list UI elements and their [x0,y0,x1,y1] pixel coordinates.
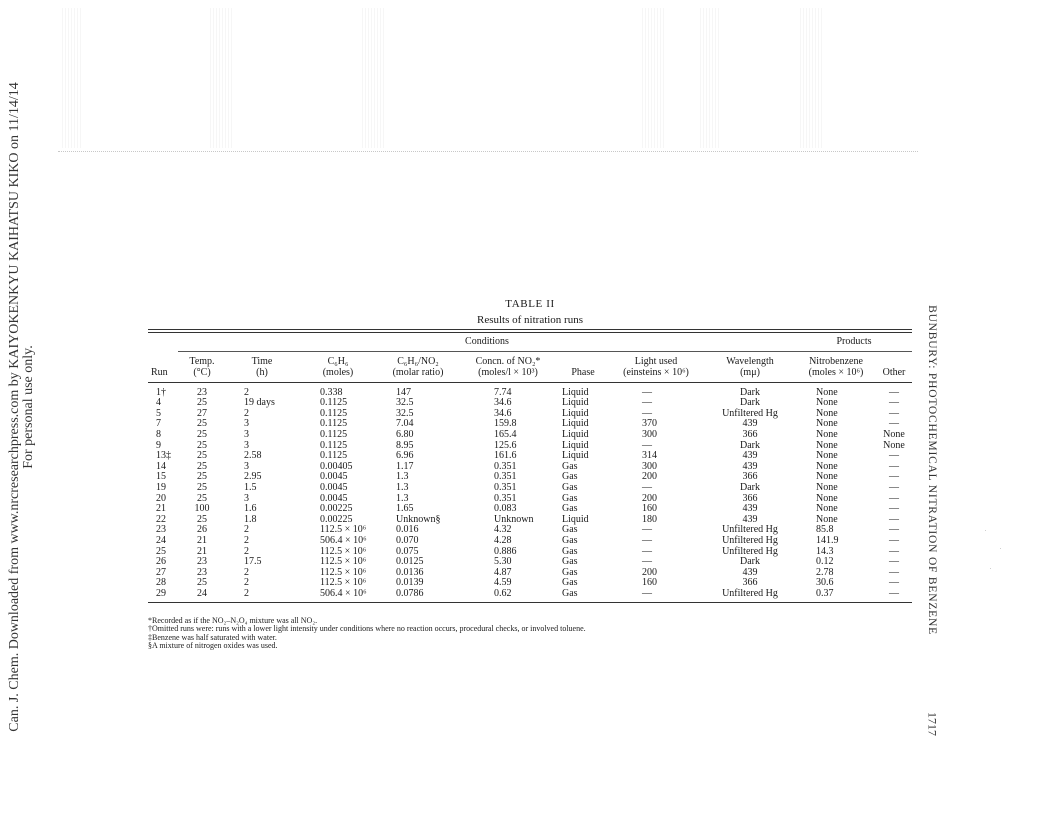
cell-phase: Gas [562,577,578,589]
cell-time: 1.5 [244,481,257,493]
cell-phase: Gas [562,545,578,557]
cell-wavelength: 366 [742,577,758,589]
table-row [148,536,912,547]
cell-temp: 25 [197,439,207,451]
cell-other: None [883,439,905,451]
cell-other: — [889,492,899,504]
cell-other: — [889,418,899,430]
cell-phase: Gas [562,503,578,515]
cell-conc: 4.87 [494,566,512,578]
cell-other: — [889,386,899,398]
cell-conc: 0.62 [494,587,512,599]
cell-other: — [889,545,899,557]
cell-light: — [642,407,652,419]
cell-light: — [642,397,652,409]
cell-wavelength: Unfiltered Hg [722,545,778,557]
cell-ratio: 1.3 [396,471,409,483]
cell-wavelength: 439 [742,450,758,462]
cell-nitrobenzene: None [816,418,838,430]
cell-other: — [889,397,899,409]
cell-other: — [889,481,899,493]
col-header-time: Time (h) [251,355,273,378]
table-row [148,557,912,568]
table-row [148,462,912,473]
download-notice-line: For personal use only. [21,344,36,469]
cell-wavelength: 366 [742,471,758,483]
cell-conc: 4.59 [494,577,512,589]
cell-other: — [889,577,899,589]
cell-light: — [642,481,652,493]
footnote: *Recorded as if the NO₂–N₂O₄ mixture was all NO₂. [148,616,318,625]
cell-nitrobenzene: None [816,450,838,462]
cell-light: 200 [642,492,657,504]
cell-phase: Liquid [562,397,589,409]
cell-nitrobenzene: None [816,460,838,472]
cell-light: 180 [642,513,657,525]
table-row [148,494,912,505]
table-row [148,515,912,526]
cell-ratio: 6.80 [396,428,414,440]
bleed-through-block [62,8,82,148]
footnote: ‡Benzene was half saturated with water. [148,632,277,642]
margin-speck [1000,548,1001,549]
cell-conc: 165.4 [494,428,517,440]
cell-c6h6: 0.1125 [320,407,348,419]
cell-other: — [889,587,899,599]
cell-time: 3 [244,418,249,430]
cell-temp: 25 [197,460,207,472]
cell-light: 160 [642,503,657,515]
bleed-through-rule [58,151,918,152]
page-number-text: 1717 [925,712,940,736]
cell-phase: Gas [562,587,578,599]
cell-nitrobenzene: 141.9 [816,534,839,546]
bleed-through-block [642,8,666,148]
cell-ratio: 1.3 [396,492,409,504]
download-notice [2,0,42,813]
cell-time: 1.8 [244,513,257,525]
cell-other: — [889,556,899,568]
cell-temp: 100 [194,503,210,515]
cell-ratio: 0.0786 [396,587,424,599]
table-row [148,568,912,579]
cell-time: 2.95 [244,471,262,483]
cell-nitrobenzene: 14.3 [816,545,834,557]
cell-ratio: 147 [396,386,411,398]
cell-other: — [889,513,899,525]
cell-phase: Liquid [562,428,589,440]
conditions-group-header: Conditions [178,337,796,351]
cell-wavelength: Dark [740,397,760,409]
cell-temp: 23 [197,566,207,578]
cell-temp: 25 [197,428,207,440]
cell-nitrobenzene: None [816,492,838,504]
cell-phase: Liquid [562,513,589,525]
col-header-other: Other [882,366,906,378]
cell-c6h6: 0.1125 [320,397,348,409]
cell-light: — [642,545,652,557]
cell-temp: 26 [197,524,207,536]
cell-phase: Liquid [562,450,589,462]
cell-ratio: 0.070 [396,534,419,546]
cell-run: 29 [156,587,166,599]
cell-wavelength: Unfiltered Hg [722,524,778,536]
cell-run: 9 [156,439,161,451]
table-row [148,419,912,430]
cell-run: 24 [156,534,166,546]
table-title: Results of nitration runs [476,314,584,326]
table-row [148,451,912,462]
cell-other: None [883,428,905,440]
results-table [148,329,912,603]
cell-c6h6: 0.00225 [320,513,353,525]
cell-c6h6: 0.1125 [320,418,348,430]
cell-wavelength: 439 [742,418,758,430]
cell-ratio: 0.075 [396,545,419,557]
cell-other: — [889,503,899,515]
cell-ratio: 0.016 [396,524,419,536]
cell-nitrobenzene: None [816,386,838,398]
group-header-row [148,337,912,351]
col-header-nitrobenzene: Nitrobenzene (moles × 10⁶) [808,355,864,378]
cell-other: — [889,460,899,472]
cell-run: 20 [156,492,166,504]
cell-temp: 25 [197,492,207,504]
cell-time: 3 [244,492,249,504]
cell-c6h6: 0.0045 [320,481,348,493]
cell-run: 22 [156,513,166,525]
cell-time: 2 [244,545,249,557]
cell-light: — [642,524,652,536]
cell-run: 25 [156,545,166,557]
column-header-row [148,351,912,382]
cell-temp: 25 [197,450,207,462]
footnote: †Omitted runs were: runs with a lower light intensity under conditions where no reaction occurs, procedural checks, or involved toluene. [148,624,586,634]
cell-conc: Unknown [494,513,534,525]
col-header-c6h6: C₆H₆ (moles) [322,355,354,378]
bleed-through-block [210,8,232,148]
cell-ratio: 1.65 [396,503,414,515]
cell-time: 2 [244,566,249,578]
cell-time: 19 days [244,397,275,409]
cell-nitrobenzene: None [816,407,838,419]
cell-phase: Liquid [562,439,589,451]
table-footnotes [148,617,848,651]
cell-other: — [889,450,899,462]
cell-run: 14 [156,460,166,472]
cell-light: 314 [642,450,657,462]
cell-temp: 25 [197,513,207,525]
cell-c6h6: 0.0045 [320,492,348,504]
cell-run: 21 [156,503,166,515]
cell-temp: 25 [197,577,207,589]
cell-c6h6: 0.00405 [320,460,353,472]
table-row [148,483,912,494]
cell-time: 2 [244,407,249,419]
table-row [148,589,912,600]
cell-wavelength: Unfiltered Hg [722,407,778,419]
cell-conc: 4.28 [494,534,512,546]
cell-run: 28 [156,577,166,589]
cell-ratio: 1.17 [396,460,414,472]
cell-light: — [642,556,652,568]
cell-light: — [642,534,652,546]
cell-time: 2.58 [244,450,262,462]
cell-c6h6: 0.0045 [320,471,348,483]
bleed-through-block [700,8,720,148]
cell-temp: 25 [197,418,207,430]
cell-ratio: 0.0125 [396,556,424,568]
cell-nitrobenzene: 30.6 [816,577,834,589]
footnote: §A mixture of nitrogen oxides was used. [148,641,278,651]
cell-conc: 0.351 [494,492,517,504]
cell-temp: 23 [197,556,207,568]
cell-run: 19 [156,481,166,493]
cell-light: — [642,439,652,451]
cell-nitrobenzene: None [816,428,838,440]
cell-wavelength: 439 [742,503,758,515]
cell-nitrobenzene: None [816,439,838,451]
margin-speck [985,530,986,531]
download-notice-line: Can. J. Chem. Downloaded from www.nrcresearchpress.com by KAIYOKENKYU KAIHATSU KIKO on 11/14/14 [7,81,22,732]
cell-ratio: Unknown§ [396,513,441,525]
cell-ratio: 7.04 [396,418,414,430]
cell-nitrobenzene: None [816,471,838,483]
table-row [148,547,912,558]
cell-run: 27 [156,566,166,578]
cell-wavelength: 366 [742,428,758,440]
table-row [148,578,912,589]
products-group-header: Products [796,337,912,351]
cell-temp: 21 [197,534,207,546]
cell-nitrobenzene: None [816,513,838,525]
cell-temp: 25 [197,471,207,483]
cell-ratio: 0.0139 [396,577,424,589]
cell-c6h6: 506.4 × 10⁶ [320,534,367,546]
cell-temp: 25 [197,397,207,409]
cell-nitrobenzene: 0.12 [816,556,834,568]
col-header-conc: Concn. of NO₂* (moles/l × 10³) [475,355,541,378]
cell-nitrobenzene: 85.8 [816,524,834,536]
cell-light: — [642,386,652,398]
cell-ratio: 6.96 [396,450,414,462]
cell-temp: 23 [197,386,207,398]
cell-wavelength: Unfiltered Hg [722,587,778,599]
cell-conc: 0.351 [494,460,517,472]
col-header-light: Light used (einsteins × 10⁶) [623,355,689,378]
table-row [148,409,912,420]
cell-run: 26 [156,556,166,568]
cell-other: — [889,471,899,483]
bleed-through-block [800,8,822,148]
cell-light: 300 [642,460,657,472]
cell-conc: 0.351 [494,471,517,483]
cell-nitrobenzene: 0.37 [816,587,834,599]
cell-phase: Gas [562,471,578,483]
cell-other: — [889,524,899,536]
col-header-wavelength: Wavelength (mμ) [726,355,774,378]
cell-ratio: 8.95 [396,439,414,451]
cell-conc: 34.6 [494,407,512,419]
cell-ratio: 0.0136 [396,566,424,578]
table-row [148,441,912,452]
cell-nitrobenzene: None [816,481,838,493]
table-row [148,472,912,483]
cell-time: 2 [244,386,249,398]
cell-wavelength: 366 [742,492,758,504]
cell-phase: Gas [562,534,578,546]
cell-light: 370 [642,418,657,430]
cell-run: 5 [156,407,161,419]
margin-speck [990,568,991,569]
cell-wavelength: Dark [740,481,760,493]
cell-nitrobenzene: 2.78 [816,566,834,578]
cell-wavelength: Dark [740,386,760,398]
cell-c6h6: 112.5 × 10⁶ [320,524,367,536]
cell-phase: Liquid [562,386,589,398]
cell-phase: Gas [562,460,578,472]
cell-conc: 0.351 [494,481,517,493]
cell-ratio: 32.5 [396,397,414,409]
col-header-run: Run [151,366,168,378]
cell-run: 15 [156,471,166,483]
cell-time: 2 [244,534,249,546]
cell-phase: Gas [562,481,578,493]
table-row [148,525,912,536]
table-row [148,398,912,409]
cell-temp: 25 [197,481,207,493]
cell-conc: 4.32 [494,524,512,536]
cell-c6h6: 112.5 × 10⁶ [320,545,367,557]
cell-wavelength: 439 [742,566,758,578]
cell-light: — [642,587,652,599]
cell-c6h6: 0.1125 [320,450,348,462]
cell-light: 160 [642,577,657,589]
cell-run: 8 [156,428,161,440]
cell-c6h6: 0.1125 [320,428,348,440]
cell-c6h6: 0.00225 [320,503,353,515]
cell-phase: Gas [562,556,578,568]
cell-temp: 24 [197,587,207,599]
cell-run: 4 [156,397,161,409]
cell-phase: Gas [562,492,578,504]
table-row [148,430,912,441]
cell-light: 200 [642,471,657,483]
table-body [148,388,912,600]
cell-phase: Liquid [562,407,589,419]
cell-nitrobenzene: None [816,397,838,409]
cell-run: 7 [156,418,161,430]
cell-run: 23 [156,524,166,536]
cell-light: 300 [642,428,657,440]
cell-time: 3 [244,428,249,440]
cell-other: — [889,407,899,419]
cell-time: 2 [244,524,249,536]
results-table-container [148,329,912,603]
cell-wavelength: 439 [742,513,758,525]
cell-wavelength: Unfiltered Hg [722,534,778,546]
table-label: TABLE II [505,298,555,310]
page-number [920,712,944,736]
cell-conc: 7.74 [494,386,512,398]
cell-conc: 0.083 [494,503,517,515]
cell-other: — [889,566,899,578]
cell-wavelength: Dark [740,556,760,568]
cell-nitrobenzene: None [816,503,838,515]
cell-c6h6: 506.4 × 10⁶ [320,587,367,599]
col-header-phase: Phase [571,366,595,378]
cell-conc: 159.8 [494,418,517,430]
cell-run: 13‡ [156,450,171,462]
cell-run: 1† [156,386,166,398]
cell-ratio: 32.5 [396,407,414,419]
cell-conc: 125.6 [494,439,517,451]
cell-temp: 21 [197,545,207,557]
cell-time: 3 [244,439,249,451]
cell-time: 17.5 [244,556,262,568]
col-header-ratio: C₆H₆/NO₂ (molar ratio) [392,355,444,378]
cell-other: — [889,534,899,546]
cell-conc: 161.6 [494,450,517,462]
cell-time: 2 [244,577,249,589]
cell-phase: Liquid [562,418,589,430]
cell-wavelength: 439 [742,460,758,472]
running-head-text: BUNBURY: PHOTOCHEMICAL NITRATION OF BENZENE [926,305,938,635]
cell-c6h6: 112.5 × 10⁶ [320,556,367,568]
cell-phase: Gas [562,524,578,536]
cell-conc: 5.30 [494,556,512,568]
cell-c6h6: 112.5 × 10⁶ [320,566,367,578]
cell-light: 200 [642,566,657,578]
cell-ratio: 1.3 [396,481,409,493]
cell-c6h6: 112.5 × 10⁶ [320,577,367,589]
cell-time: 1.6 [244,503,257,515]
cell-wavelength: Dark [740,439,760,451]
cell-conc: 34.6 [494,397,512,409]
bleed-through-block [362,8,384,148]
cell-c6h6: 0.1125 [320,439,348,451]
cell-time: 3 [244,460,249,472]
cell-conc: 0.886 [494,545,517,557]
col-header-temp: Temp. (°C) [189,355,215,378]
cell-temp: 27 [197,407,207,419]
cell-phase: Gas [562,566,578,578]
running-head [920,305,944,635]
cell-c6h6: 0.338 [320,386,343,398]
cell-time: 2 [244,587,249,599]
